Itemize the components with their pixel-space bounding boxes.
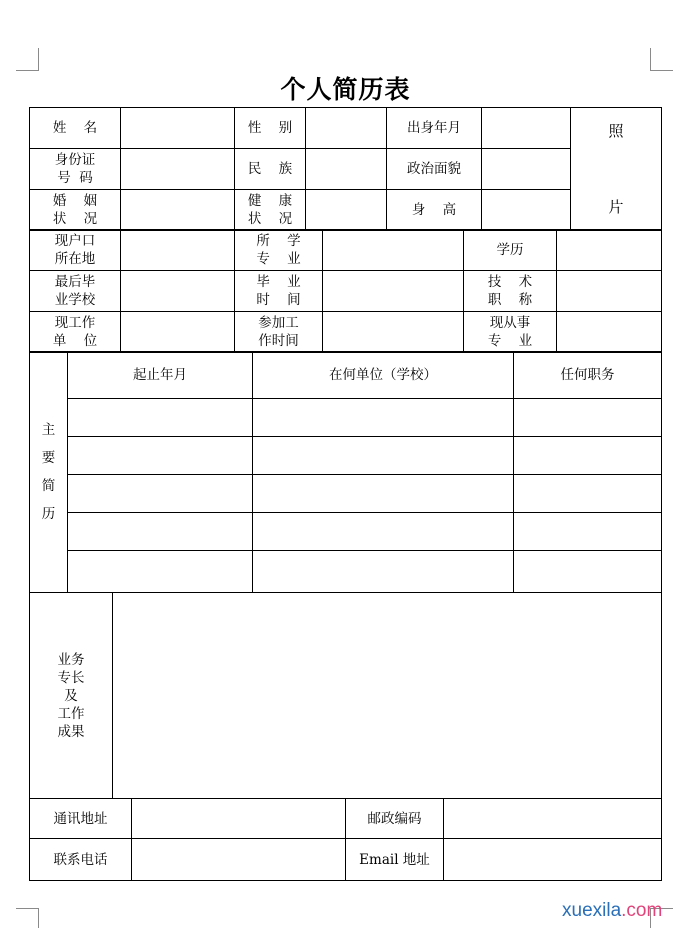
school-label: 最后毕 业学校 [30, 271, 121, 312]
history-employer-field[interactable] [253, 551, 514, 593]
watermark-text-domain: .com [621, 900, 663, 921]
table-row [30, 437, 662, 475]
postcode-label: 邮政编码 [346, 799, 444, 839]
hukou-label: 现户口 所在地 [30, 230, 121, 271]
phone-label: 联系电话 [30, 839, 132, 881]
major-field[interactable] [323, 230, 464, 271]
tech-title-label: 技 术 职 称 [464, 271, 557, 312]
school-field[interactable] [121, 271, 235, 312]
history-period-field[interactable] [68, 475, 253, 513]
education-table [29, 229, 662, 353]
history-position-field[interactable] [514, 475, 662, 513]
grad-time-field[interactable] [323, 271, 464, 312]
site-watermark [562, 900, 662, 922]
height-label: 身 高 [387, 190, 482, 231]
history-employer-field[interactable] [253, 399, 514, 437]
work-start-label: 参加工 作时间 [235, 312, 323, 353]
history-col-period: 起止年月 [68, 352, 253, 399]
photo-label-bottom: 片 [608, 198, 624, 216]
politics-label: 政治面貌 [387, 149, 482, 190]
history-employer-field[interactable] [253, 475, 514, 513]
photo-cell[interactable] [571, 108, 662, 231]
page-title: 个人简历表 [280, 75, 411, 104]
birth-label: 出身年月 [387, 108, 482, 149]
crop-mark-bottom-left [16, 908, 39, 928]
name-label: 姓 名 [30, 108, 121, 149]
basic-info-table [29, 107, 662, 231]
postcode-field[interactable] [444, 799, 662, 839]
expertise-table [29, 592, 662, 799]
marital-field[interactable] [121, 190, 235, 231]
marital-label: 婚 姻 状 况 [30, 190, 121, 231]
grad-time-label: 毕 业 时 间 [235, 271, 323, 312]
employer-label: 现工作 单 位 [30, 312, 121, 353]
health-label: 健 康 状 况 [235, 190, 306, 231]
work-start-field[interactable] [323, 312, 464, 353]
history-position-field[interactable] [514, 513, 662, 551]
current-major-label: 现从事 专 业 [464, 312, 557, 353]
employer-field[interactable] [121, 312, 235, 353]
gender-label: 性 别 [235, 108, 306, 149]
watermark-text-main: xuexila [562, 900, 622, 921]
crop-mark-top-right [650, 48, 673, 71]
history-col-position: 任何职务 [514, 352, 662, 399]
history-period-field[interactable] [68, 399, 253, 437]
history-employer-field[interactable] [253, 513, 514, 551]
height-field[interactable] [482, 190, 571, 231]
address-label: 通讯地址 [30, 799, 132, 839]
expertise-label: 业务 专长 及 工作 成果 [30, 593, 113, 799]
hukou-field[interactable] [121, 230, 235, 271]
tech-title-field[interactable] [557, 271, 662, 312]
history-position-field[interactable] [514, 551, 662, 593]
history-period-field[interactable] [68, 437, 253, 475]
history-employer-field[interactable] [253, 437, 514, 475]
history-col-employer: 在何单位（学校） [253, 352, 514, 399]
history-period-field[interactable] [68, 513, 253, 551]
history-position-field[interactable] [514, 437, 662, 475]
table-row [30, 551, 662, 593]
degree-field[interactable] [557, 230, 662, 271]
health-field[interactable] [306, 190, 387, 231]
current-major-field[interactable] [557, 312, 662, 353]
history-table [29, 351, 662, 593]
contact-table [29, 798, 662, 881]
table-row [30, 475, 662, 513]
phone-field[interactable] [132, 839, 346, 881]
ethnicity-field[interactable] [306, 149, 387, 190]
name-field[interactable] [121, 108, 235, 149]
table-row [30, 513, 662, 551]
photo-label-top: 照 [608, 122, 624, 140]
id-field[interactable] [121, 149, 235, 190]
table-row [30, 399, 662, 437]
degree-label: 学历 [464, 230, 557, 271]
politics-field[interactable] [482, 149, 571, 190]
id-label: 身份证 号 码 [30, 149, 121, 190]
address-field[interactable] [132, 799, 346, 839]
gender-field[interactable] [306, 108, 387, 149]
email-label: Email 地址 [346, 839, 444, 881]
history-side-label: 主 要 简 历 [30, 352, 68, 593]
birth-field[interactable] [482, 108, 571, 149]
history-period-field[interactable] [68, 551, 253, 593]
crop-mark-top-left [16, 48, 39, 71]
expertise-field[interactable] [113, 593, 662, 799]
major-label: 所 学 专 业 [235, 230, 323, 271]
email-field[interactable] [444, 839, 662, 881]
ethnicity-label: 民 族 [235, 149, 306, 190]
history-position-field[interactable] [514, 399, 662, 437]
